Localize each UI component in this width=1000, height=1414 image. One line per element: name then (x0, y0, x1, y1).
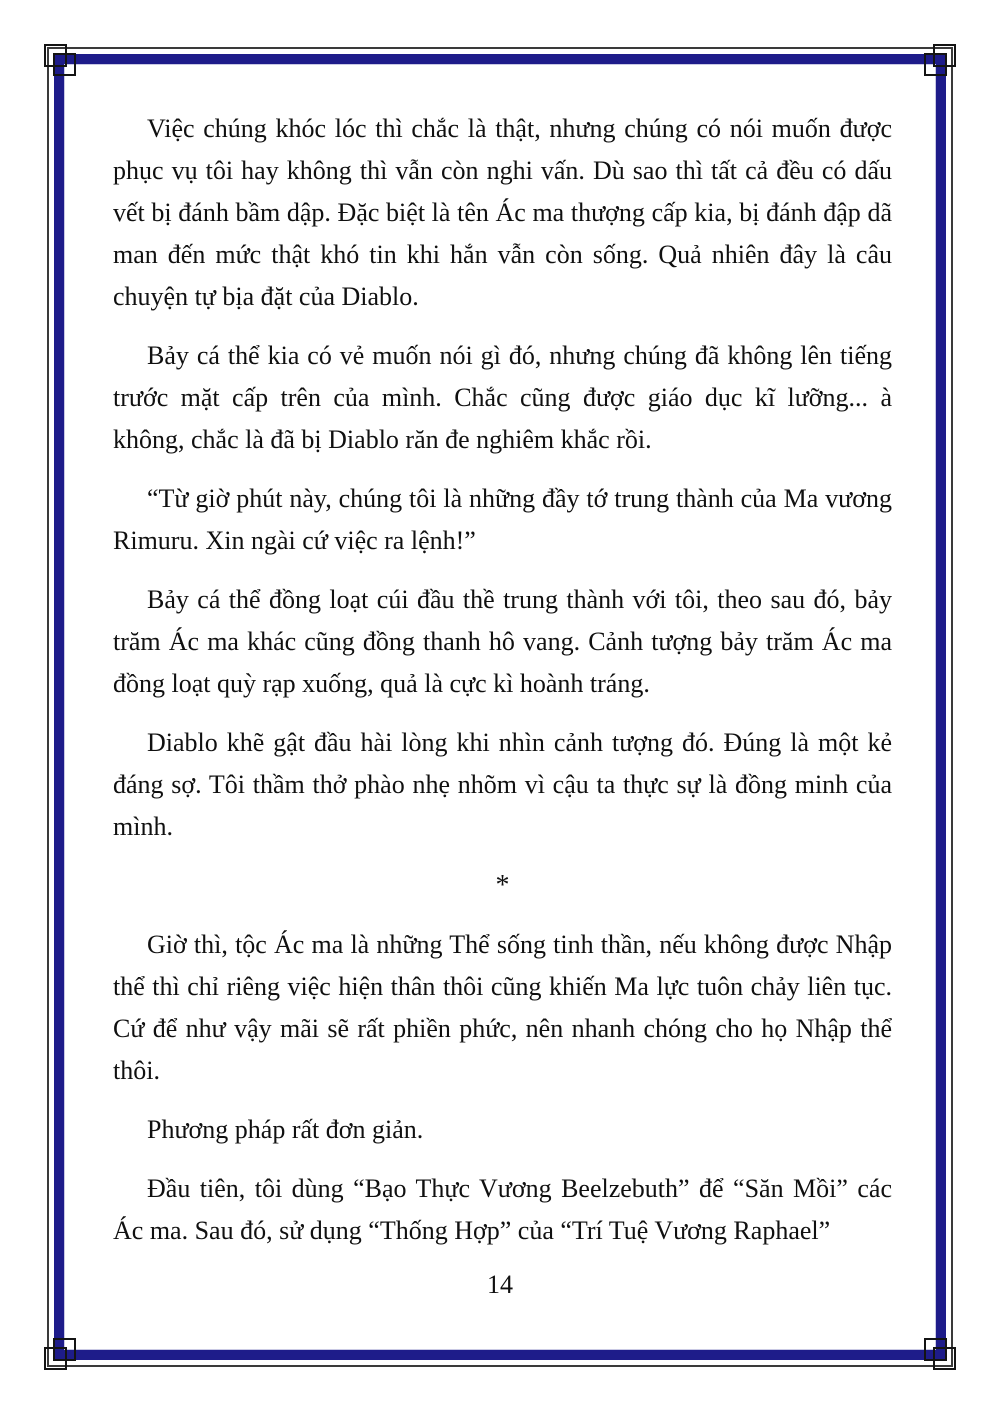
paragraph-3-dialogue: “Từ giờ phút này, chúng tôi là những đầy tớ trung thành của Ma vương Rimuru. Xin ngài cứ việc ra lệnh!” (113, 484, 892, 555)
paragraph-7: Phương pháp rất đơn giản. (147, 1115, 424, 1144)
corner-ornament-top-right-inner-square (924, 53, 947, 76)
page-number: 14 (487, 1270, 513, 1299)
scene-break-asterisk: * (495, 870, 510, 901)
paragraph-5: Diablo khẽ gật đầu hài lòng khi nhìn cảnh tượng đó. Đúng là một kẻ đáng sợ. Tôi thầm thở phào nhẹ nhõm vì cậu ta thực sự là đồng minh của mình. (113, 728, 892, 841)
paragraph-6: Giờ thì, tộc Ác ma là những Thể sống tinh thần, nếu không được Nhập thể thì chỉ riêng việc hiện thân thôi cũng khiến Ma lực tuôn chảy liên tục. Cứ để như vậy mãi sẽ rất phiền phức, nên nhanh chóng cho họ Nhập thể thôi. (113, 930, 892, 1085)
page-text-content (113, 108, 892, 1269)
corner-ornament-bottom-left-inner-square (53, 1338, 76, 1361)
paragraph-1: Việc chúng khóc lóc thì chắc là thật, nhưng chúng có nói muốn được phục vụ tôi hay không thì vẫn còn nghi vấn. Dù sao thì tất cả đều có dấu vết bị đánh bầm dập. Đặc biệt là tên Ác ma thượng cấp kia, bị đánh đập dã man đến mức thật khó tin khi hắn vẫn còn sống. Quả nhiên đây là câu chuyện tự bịa đặt của Diablo. (113, 114, 892, 311)
paragraph-4: Bảy cá thể đồng loạt cúi đầu thề trung thành với tôi, theo sau đó, bảy trăm Ác ma khác cũng đồng thanh hô vang. Cảnh tượng bảy trăm Ác ma đồng loạt quỳ rạp xuống, quả là cực kì hoành tráng. (113, 585, 892, 698)
paragraph-8: Đầu tiên, tôi dùng “Bạo Thực Vương Beelzebuth” để “Săn Mồi” các Ác ma. Sau đó, sử dụng “Thống Hợp” của “Trí Tuệ Vương Raphael” (113, 1174, 892, 1245)
corner-ornament-top-left-inner-square (53, 53, 76, 76)
paragraph-2: Bảy cá thể kia có vẻ muốn nói gì đó, nhưng chúng đã không lên tiếng trước mặt cấp trên của mình. Chắc cũng được giáo dục kĩ lưỡng... à không, chắc là đã bị Diablo răn đe nghiêm khắc rồi. (113, 341, 892, 454)
corner-ornament-bottom-right-inner-square (924, 1338, 947, 1361)
